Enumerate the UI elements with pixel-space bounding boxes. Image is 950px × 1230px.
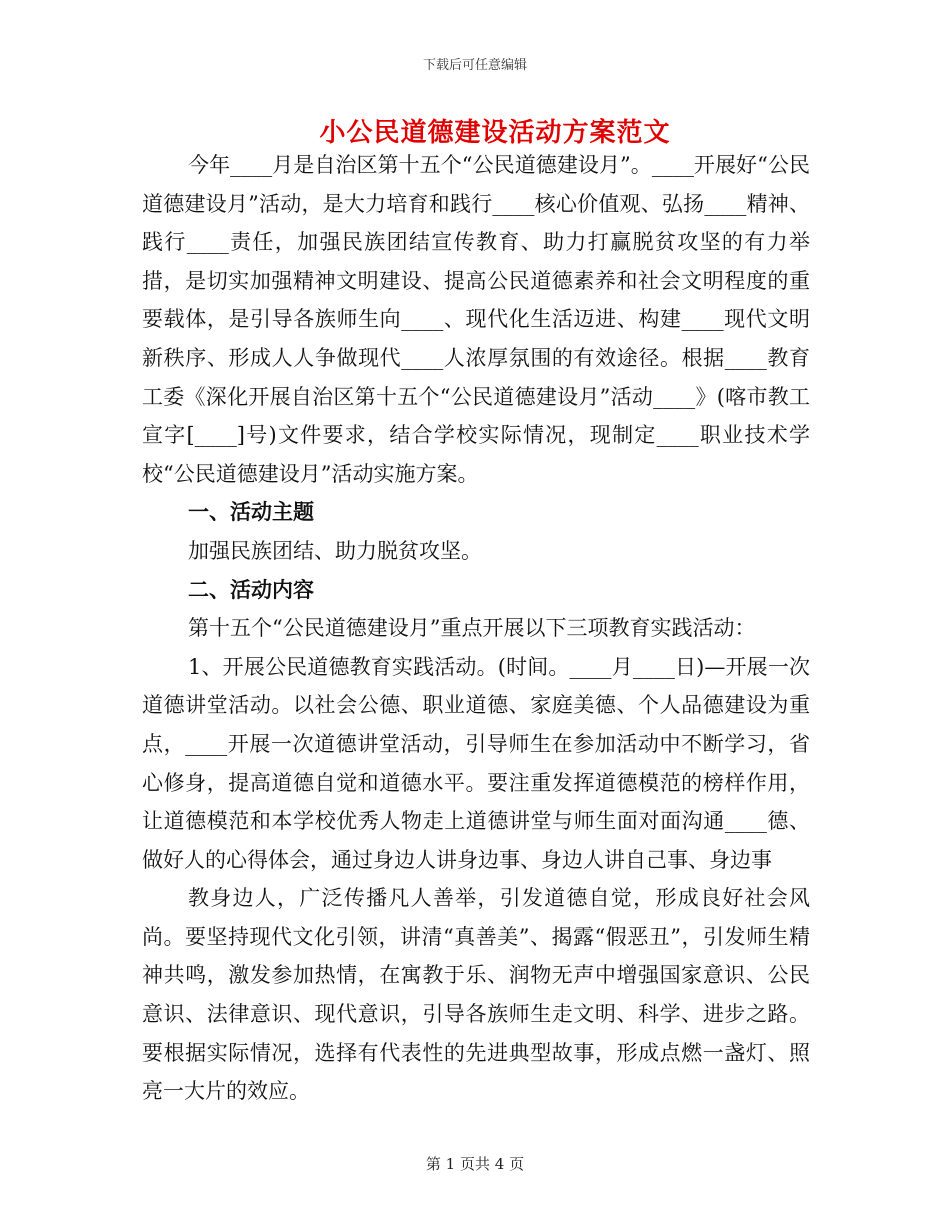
document-body	[142, 146, 810, 1111]
activity-item-1: 1、开展公民道德教育实践活动。(时间。____月____日)—开展一次道德讲堂活动。以社会公德、职业道德、家庭美德、个人品德建设为重点，____开展一次道德讲堂活动，引导师生在参加活动中不断学习，省心修身，提高道德自觉和道德水平。要注重发挥道德模范的榜样作用，让道德模范和本学校优秀人物走上道德讲堂与师生面对面沟通____德、做好人的心得体会，通过身边人讲身边事、身边人讲自己事、身边事	[142, 654, 810, 872]
intro-paragraph: 今年____月是自治区第十五个“公民道德建设月”。____开展好“公民道德建设月”活动，是大力培育和践行____核心价值观、弘扬____精神、践行____责任，加强民族团结宣传教育、助力打赢脱贫攻坚的有力举措，是切实加强精神文明建设、提高公民道德素养和社会文明程度的重要载体，是引导各族师生向____、现代化生活迈进、构建____现代文明新秩序、形成人人争做现代____人浓厚氛围的有效途径。根据____教育工委《深化开展自治区第十五个“公民道德建设月”活动____》(喀市教工宣字[____]号)文件要求，结合学校实际情况，现制定____职业技术学校“公民道德建设月”活动实施方案。	[142, 153, 810, 486]
theme-paragraph: 加强民族团结、助力脱贫攻坚。	[188, 538, 482, 563]
content-intro-paragraph: 第十五个“公民道德建设月”重点开展以下三项教育实践活动：	[188, 616, 756, 641]
continuation-paragraph: 教身边人，广泛传播凡人善举，引发道德自觉，形成良好社会风尚。要坚持现代文化引领，讲清“真善美”、揭露“假恶丑”，引发师生精神共鸣，激发参加热情，在寓教于乐、润物无声中增强国家意识、公民意识、法律意识、现代意识，引导各族师生走文明、科学、进步之路。要根据实际情况，选择有代表性的先进典型故事，形成点燃一盏灯、照亮一大片的效应。	[142, 886, 810, 1104]
page-footer: 第 1 页共 4 页	[425, 1155, 525, 1173]
section-heading-content: 二、活动内容	[188, 576, 314, 602]
header-note: 下载后可任意编辑	[422, 58, 527, 73]
section-heading-theme: 一、活动主题	[188, 499, 314, 525]
document-title: 小公民道德建设活动方案范文	[319, 118, 671, 148]
